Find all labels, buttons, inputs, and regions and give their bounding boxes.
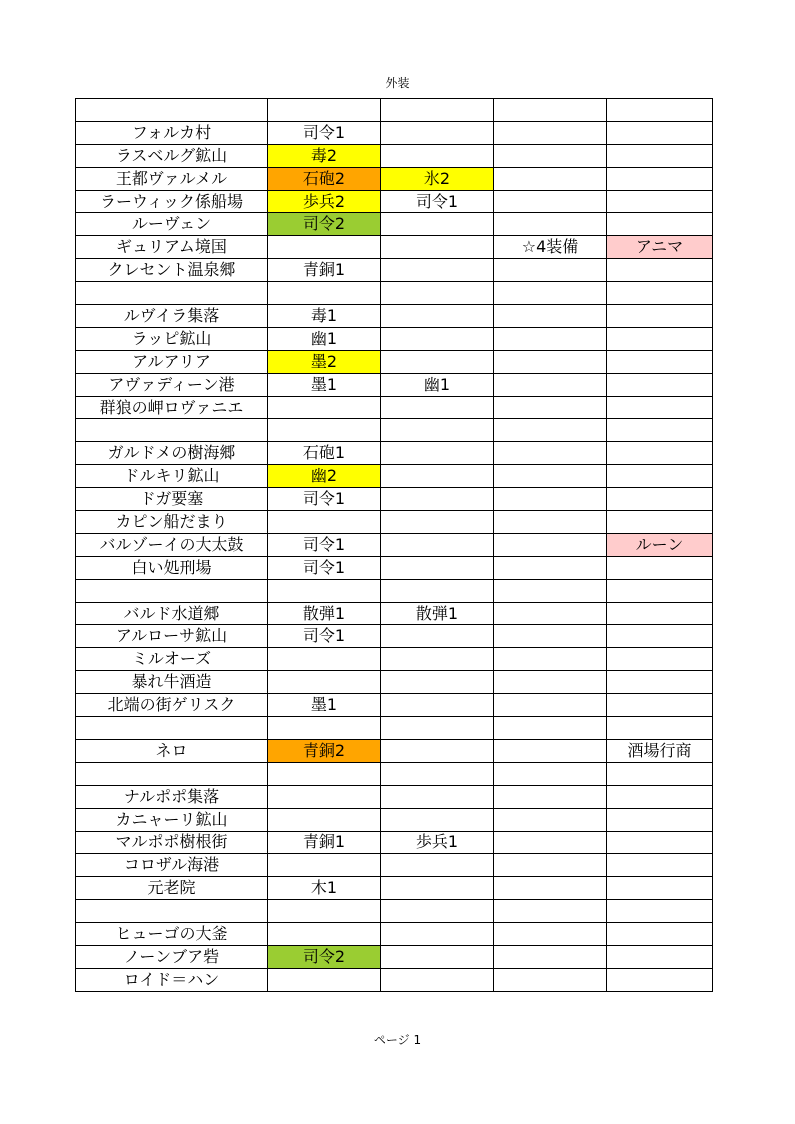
item-cell-2 [381, 236, 494, 259]
table-row [76, 327, 713, 350]
item-cell-3 [494, 717, 607, 740]
item-cell-3 [494, 99, 607, 122]
table-row [76, 419, 713, 442]
item-cell-3 [494, 373, 607, 396]
note-cell [607, 717, 713, 740]
note-cell [607, 694, 713, 717]
item-cell-3 [494, 190, 607, 213]
table-row [76, 190, 713, 213]
note-cell [607, 190, 713, 213]
item-cell-2: 散弾1 [381, 602, 494, 625]
item-cell-3 [494, 602, 607, 625]
location-cell: 白い処刑場 [76, 556, 268, 579]
note-cell [607, 808, 713, 831]
note-cell [607, 762, 713, 785]
table-row [76, 831, 713, 854]
item-cell-1 [268, 762, 381, 785]
table-body [76, 99, 713, 992]
item-cell-2 [381, 968, 494, 991]
table-row [76, 465, 713, 488]
table-row [76, 762, 713, 785]
note-cell [607, 877, 713, 900]
note-cell [607, 167, 713, 190]
table-row [76, 717, 713, 740]
item-cell-2 [381, 259, 494, 282]
table-row [76, 236, 713, 259]
note-cell [607, 259, 713, 282]
table-row [76, 442, 713, 465]
note-cell [607, 602, 713, 625]
note-cell [607, 442, 713, 465]
note-cell [607, 625, 713, 648]
table-row [76, 305, 713, 328]
item-cell-1 [268, 99, 381, 122]
location-cell: アヴァディーン港 [76, 373, 268, 396]
item-cell-1: 毒1 [268, 305, 381, 328]
table-row [76, 625, 713, 648]
table-row [76, 923, 713, 946]
item-cell-1: 墨2 [268, 350, 381, 373]
note-cell [607, 99, 713, 122]
table-row [76, 373, 713, 396]
item-cell-3 [494, 305, 607, 328]
location-cell: ルヴイラ集落 [76, 305, 268, 328]
item-cell-1: 幽2 [268, 465, 381, 488]
location-cell [76, 762, 268, 785]
location-cell: ドルキリ鉱山 [76, 465, 268, 488]
item-cell-2 [381, 121, 494, 144]
item-cell-1: 司令2 [268, 945, 381, 968]
item-cell-2 [381, 419, 494, 442]
item-cell-2: 歩兵1 [381, 831, 494, 854]
location-cell: 王都ヴァルメル [76, 167, 268, 190]
table-row [76, 694, 713, 717]
note-cell [607, 121, 713, 144]
location-cell [76, 419, 268, 442]
note-cell [607, 854, 713, 877]
item-cell-1 [268, 671, 381, 694]
item-cell-3 [494, 167, 607, 190]
note-cell: 酒場行商 [607, 739, 713, 762]
item-cell-2 [381, 282, 494, 305]
location-cell: ラスベルグ鉱山 [76, 144, 268, 167]
location-cell: カニャーリ鉱山 [76, 808, 268, 831]
item-cell-2 [381, 671, 494, 694]
table-row [76, 945, 713, 968]
table-row [76, 877, 713, 900]
item-cell-3 [494, 442, 607, 465]
item-cell-3 [494, 465, 607, 488]
item-cell-1 [268, 900, 381, 923]
location-cell: 元老院 [76, 877, 268, 900]
item-cell-2 [381, 762, 494, 785]
table-row [76, 121, 713, 144]
location-cell: ノーンブア砦 [76, 945, 268, 968]
item-cell-1: 司令1 [268, 488, 381, 511]
note-cell [607, 900, 713, 923]
note-cell [607, 419, 713, 442]
note-cell [607, 648, 713, 671]
table-row [76, 785, 713, 808]
location-cell: 北端の街ゲリスク [76, 694, 268, 717]
note-cell [607, 144, 713, 167]
item-cell-3 [494, 968, 607, 991]
item-cell-2 [381, 305, 494, 328]
item-cell-2 [381, 99, 494, 122]
table-row [76, 739, 713, 762]
item-cell-3 [494, 854, 607, 877]
item-cell-1: 司令1 [268, 533, 381, 556]
item-cell-2 [381, 465, 494, 488]
item-cell-3 [494, 579, 607, 602]
location-cell: ガルドメの樹海郷 [76, 442, 268, 465]
location-cell [76, 99, 268, 122]
location-cell: ドガ要塞 [76, 488, 268, 511]
location-cell: ルーヴェン [76, 213, 268, 236]
item-cell-3: ☆4装備 [494, 236, 607, 259]
item-cell-1: 青銅2 [268, 739, 381, 762]
note-cell: アニマ [607, 236, 713, 259]
item-cell-2 [381, 488, 494, 511]
item-cell-2 [381, 144, 494, 167]
item-cell-2 [381, 327, 494, 350]
item-cell-3 [494, 923, 607, 946]
item-cell-3 [494, 900, 607, 923]
item-cell-3 [494, 282, 607, 305]
location-cell: アルアリア [76, 350, 268, 373]
item-cell-2: 司令1 [381, 190, 494, 213]
location-cell: 群狼の岬ロヴァニエ [76, 396, 268, 419]
page-footer: ページ 1 [373, 1033, 422, 1047]
note-cell [607, 350, 713, 373]
item-cell-3 [494, 144, 607, 167]
item-cell-3 [494, 762, 607, 785]
note-cell [607, 327, 713, 350]
item-cell-3 [494, 259, 607, 282]
table-row [76, 259, 713, 282]
table-row [76, 648, 713, 671]
item-cell-1: 青銅1 [268, 831, 381, 854]
item-cell-2 [381, 396, 494, 419]
item-cell-1 [268, 282, 381, 305]
location-cell: ラーウィック係船場 [76, 190, 268, 213]
location-cell [76, 717, 268, 740]
note-cell [607, 488, 713, 511]
note-cell [607, 465, 713, 488]
item-cell-1 [268, 785, 381, 808]
location-cell: クレセント温泉郷 [76, 259, 268, 282]
item-cell-3 [494, 213, 607, 236]
location-cell: ギュリアム境国 [76, 236, 268, 259]
item-cell-2 [381, 694, 494, 717]
note-cell [607, 671, 713, 694]
note-cell [607, 396, 713, 419]
table-row [76, 213, 713, 236]
note-cell [607, 213, 713, 236]
item-cell-1: 司令1 [268, 121, 381, 144]
item-cell-3 [494, 350, 607, 373]
note-cell [607, 556, 713, 579]
item-cell-3 [494, 419, 607, 442]
item-cell-3 [494, 808, 607, 831]
item-cell-1: 毒2 [268, 144, 381, 167]
item-cell-3 [494, 396, 607, 419]
item-cell-3 [494, 533, 607, 556]
table-row [76, 854, 713, 877]
location-cell: ナルポポ集落 [76, 785, 268, 808]
item-cell-2 [381, 213, 494, 236]
item-cell-1 [268, 923, 381, 946]
item-cell-1: 司令1 [268, 625, 381, 648]
item-cell-1 [268, 717, 381, 740]
item-cell-1 [268, 648, 381, 671]
note-cell [607, 968, 713, 991]
note-cell [607, 831, 713, 854]
item-cell-1 [268, 968, 381, 991]
item-cell-2 [381, 739, 494, 762]
table-row [76, 808, 713, 831]
table-row [76, 900, 713, 923]
item-cell-1 [268, 808, 381, 831]
location-cell: バルゾーイの大太鼓 [76, 533, 268, 556]
item-cell-2 [381, 556, 494, 579]
item-cell-3 [494, 556, 607, 579]
item-cell-3 [494, 511, 607, 534]
table-row [76, 602, 713, 625]
item-cell-3 [494, 671, 607, 694]
item-cell-2 [381, 854, 494, 877]
item-cell-2 [381, 900, 494, 923]
note-cell [607, 511, 713, 534]
location-cell: マルポポ樹根街 [76, 831, 268, 854]
item-cell-1: 幽1 [268, 327, 381, 350]
item-cell-2 [381, 945, 494, 968]
item-cell-1 [268, 419, 381, 442]
item-cell-1 [268, 579, 381, 602]
item-cell-2 [381, 877, 494, 900]
item-cell-3 [494, 739, 607, 762]
item-cell-3 [494, 785, 607, 808]
item-cell-1: 石砲2 [268, 167, 381, 190]
item-cell-2 [381, 350, 494, 373]
item-cell-3 [494, 945, 607, 968]
table-row [76, 167, 713, 190]
item-cell-1 [268, 854, 381, 877]
location-cell: ヒューゴの大釜 [76, 923, 268, 946]
item-cell-2 [381, 579, 494, 602]
item-cell-1: 石砲1 [268, 442, 381, 465]
location-cell: コロザル海港 [76, 854, 268, 877]
item-cell-1: 木1 [268, 877, 381, 900]
note-cell: ルーン [607, 533, 713, 556]
location-cell [76, 900, 268, 923]
note-cell [607, 785, 713, 808]
item-cell-2 [381, 717, 494, 740]
table-row [76, 968, 713, 991]
table-row [76, 556, 713, 579]
table-row [76, 671, 713, 694]
item-cell-2: 幽1 [381, 373, 494, 396]
item-cell-2 [381, 533, 494, 556]
item-cell-2: 氷2 [381, 167, 494, 190]
item-cell-2 [381, 442, 494, 465]
table-row [76, 350, 713, 373]
item-cell-3 [494, 648, 607, 671]
location-cell: ラッピ鉱山 [76, 327, 268, 350]
note-cell [607, 305, 713, 328]
note-cell [607, 282, 713, 305]
table-row [76, 488, 713, 511]
item-cell-1 [268, 511, 381, 534]
item-cell-3 [494, 625, 607, 648]
location-cell [76, 282, 268, 305]
note-cell [607, 579, 713, 602]
item-cell-3 [494, 121, 607, 144]
item-cell-3 [494, 694, 607, 717]
table-row [76, 282, 713, 305]
item-cell-2 [381, 785, 494, 808]
item-cell-1: 青銅1 [268, 259, 381, 282]
item-cell-3 [494, 327, 607, 350]
item-cell-1: 散弾1 [268, 602, 381, 625]
location-cell: ネロ [76, 739, 268, 762]
location-cell: ミルオーズ [76, 648, 268, 671]
table-row [76, 511, 713, 534]
note-cell [607, 923, 713, 946]
location-cell: バルド水道郷 [76, 602, 268, 625]
spreadsheet-table [75, 98, 713, 992]
table-row [76, 99, 713, 122]
table-row [76, 396, 713, 419]
item-cell-3 [494, 488, 607, 511]
item-cell-2 [381, 923, 494, 946]
item-cell-3 [494, 877, 607, 900]
note-cell [607, 373, 713, 396]
location-cell [76, 579, 268, 602]
note-cell [607, 945, 713, 968]
item-cell-1: 司令1 [268, 556, 381, 579]
location-cell: アルローサ鉱山 [76, 625, 268, 648]
item-cell-3 [494, 831, 607, 854]
location-cell: カピン船だまり [76, 511, 268, 534]
item-cell-1 [268, 396, 381, 419]
location-cell: フォルカ村 [76, 121, 268, 144]
location-cell: 暴れ牛酒造 [76, 671, 268, 694]
item-cell-2 [381, 625, 494, 648]
item-cell-1: 歩兵2 [268, 190, 381, 213]
item-cell-1: 司令2 [268, 213, 381, 236]
location-cell: ロイド＝ハン [76, 968, 268, 991]
table-row [76, 579, 713, 602]
page-header: 外装 [385, 76, 410, 90]
item-cell-2 [381, 808, 494, 831]
item-cell-2 [381, 511, 494, 534]
item-cell-1: 墨1 [268, 373, 381, 396]
item-cell-1 [268, 236, 381, 259]
table-row [76, 533, 713, 556]
item-cell-2 [381, 648, 494, 671]
table-row [76, 144, 713, 167]
item-cell-1: 墨1 [268, 694, 381, 717]
